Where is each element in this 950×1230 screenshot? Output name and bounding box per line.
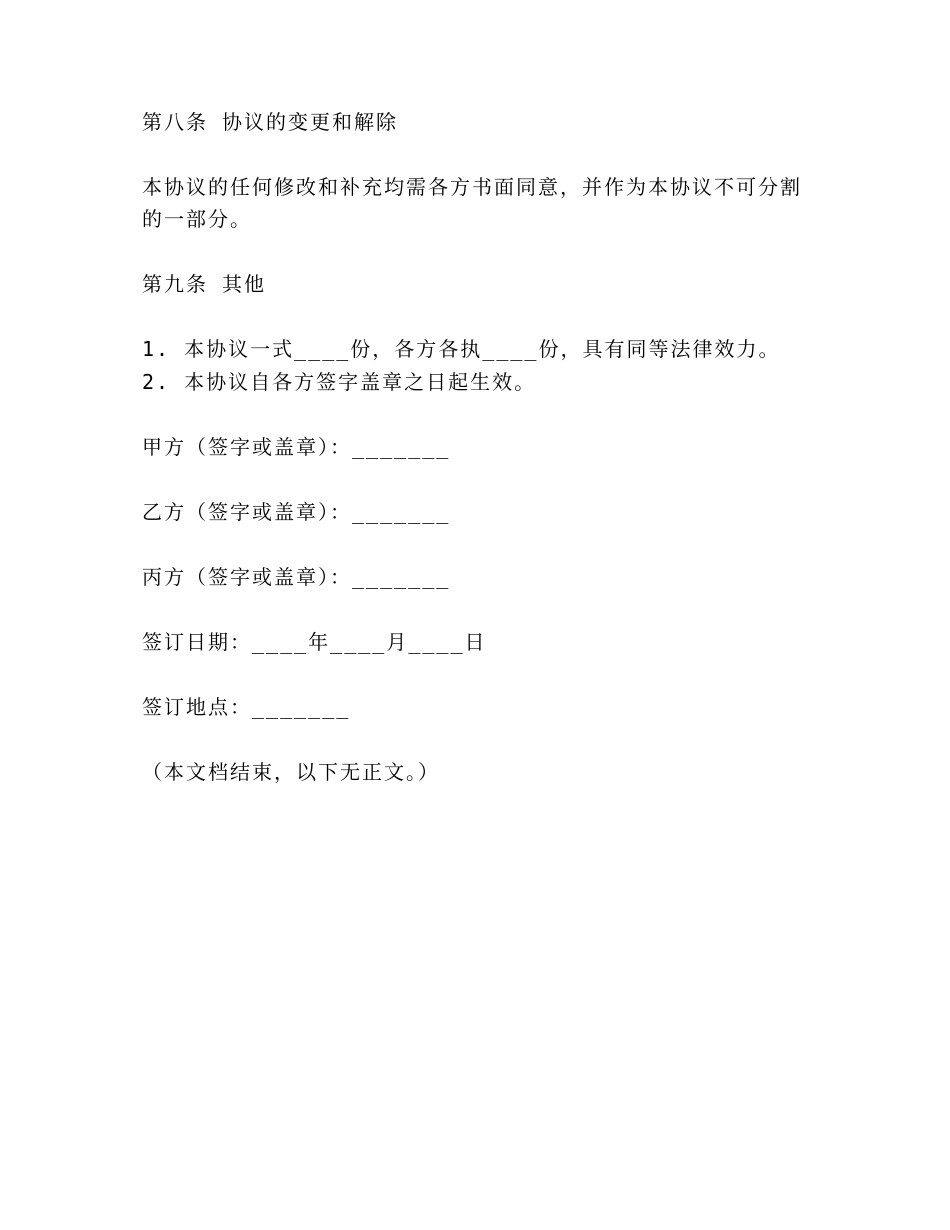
party-b-signature-line: 乙方（签字或盖章）：_______ (142, 500, 451, 524)
article-8-heading: 第八条 协议的变更和解除 (142, 110, 399, 134)
article-8-body-line-2: 的一部分。 (142, 207, 252, 231)
article-9-item-1: 1. 本协议一式____份，各方各执____份，具有同等法律效力。 (142, 337, 781, 361)
signing-place-line: 签订地点：_______ (142, 695, 351, 719)
article-9-item-2: 2. 本协议自各方签字盖章之日起生效。 (142, 370, 537, 394)
end-of-document-note: （本文档结束，以下无正文。） (142, 760, 440, 784)
article-9-heading: 第九条 其他 (142, 272, 267, 296)
party-c-signature-line: 丙方（签字或盖章）：_______ (142, 565, 451, 589)
signing-date-line: 签订日期：____年____月____日 (142, 630, 487, 654)
article-8-body-line-1: 本协议的任何修改和补充均需各方书面同意，并作为本协议不可分割 (142, 175, 802, 199)
party-a-signature-line: 甲方（签字或盖章）：_______ (142, 435, 451, 459)
